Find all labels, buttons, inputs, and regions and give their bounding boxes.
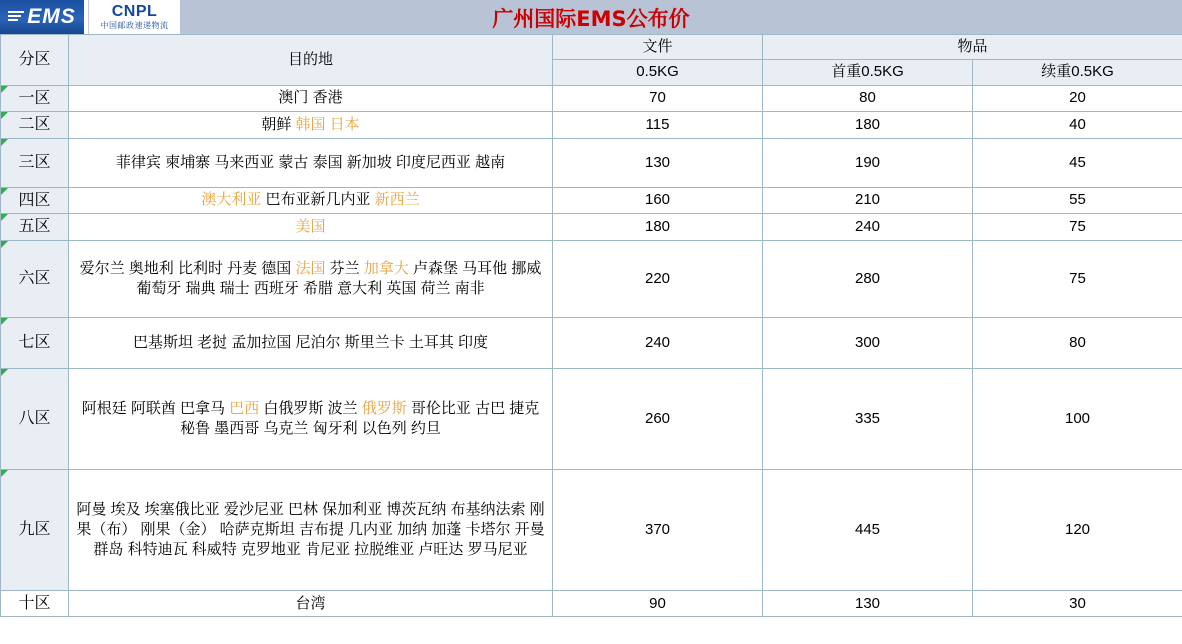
table-row xyxy=(1,138,1182,187)
table-row xyxy=(1,187,1182,214)
cell-goods-extra-price: 30 xyxy=(973,590,1182,617)
destination-part: 韩国 日本 xyxy=(295,115,360,133)
cell-zone: 七区 xyxy=(1,317,69,368)
ems-logo-text: EMS xyxy=(27,5,76,28)
cell-goods-first-price: 335 xyxy=(763,368,973,469)
cell-destination xyxy=(69,214,553,241)
header-goods-extra-weight: 续重0.5KG xyxy=(973,60,1182,85)
rate-table xyxy=(0,34,1182,617)
destination-part: 芬兰 xyxy=(325,259,364,277)
cnpl-logo-text: CNPL xyxy=(111,3,158,20)
destination-part: 加拿大 xyxy=(363,259,409,277)
rate-table-body xyxy=(1,35,1182,617)
header-goods-first-weight: 首重0.5KG xyxy=(763,60,973,85)
destination-part: 新西兰 xyxy=(374,191,420,209)
page-title: 广州国际EMS公布价 xyxy=(492,7,690,31)
cell-destination xyxy=(69,112,553,139)
cell-zone: 五区 xyxy=(1,214,69,241)
cell-document-price: 160 xyxy=(553,187,763,214)
table-header-row-1 xyxy=(1,35,1182,60)
cell-document-price: 130 xyxy=(553,138,763,187)
cell-destination xyxy=(69,240,553,317)
header-document-weight: 0.5KG xyxy=(553,60,763,85)
destination-part: 澳门 香港 xyxy=(278,89,343,107)
cell-destination xyxy=(69,317,553,368)
cell-zone: 四区 xyxy=(1,187,69,214)
cell-goods-first-price: 130 xyxy=(763,590,973,617)
header-document-group: 文件 xyxy=(553,35,763,60)
destination-part: 巴西 xyxy=(229,399,260,417)
destination-part: 爱尔兰 奥地利 比利时 丹麦 德国 xyxy=(79,259,296,277)
cell-goods-extra-price: 40 xyxy=(973,112,1182,139)
destination-part: 法国 xyxy=(295,259,326,277)
document-header xyxy=(0,0,1182,34)
table-row xyxy=(1,214,1182,241)
destination-part: 巴布亚新几内亚 xyxy=(265,191,375,209)
destination-part: 朝鲜 xyxy=(261,115,296,133)
cell-goods-extra-price: 75 xyxy=(973,240,1182,317)
cell-goods-first-price: 80 xyxy=(763,85,973,112)
cell-document-price: 240 xyxy=(553,317,763,368)
cell-goods-extra-price: 100 xyxy=(973,368,1182,469)
cell-zone: 八区 xyxy=(1,368,69,469)
cell-destination xyxy=(69,85,553,112)
destination-part: 哥伦比亚 古巴 捷克 秘鲁 墨西哥 乌克兰 匈牙利 以色列 约旦 xyxy=(180,399,540,437)
cell-zone: 三区 xyxy=(1,138,69,187)
cell-zone: 十区 xyxy=(1,590,69,617)
table-row xyxy=(1,317,1182,368)
header-destination: 目的地 xyxy=(69,35,553,86)
table-row xyxy=(1,590,1182,617)
cell-destination xyxy=(69,187,553,214)
cell-zone: 二区 xyxy=(1,112,69,139)
cell-document-price: 370 xyxy=(553,469,763,590)
cell-goods-extra-price: 80 xyxy=(973,317,1182,368)
destination-part: 阿根廷 阿联酋 巴拿马 xyxy=(81,399,230,417)
cell-goods-extra-price: 45 xyxy=(973,138,1182,187)
destination-part: 白俄罗斯 波兰 xyxy=(259,399,362,417)
cell-goods-extra-price: 120 xyxy=(973,469,1182,590)
table-row xyxy=(1,85,1182,112)
cell-zone: 一区 xyxy=(1,85,69,112)
table-row xyxy=(1,240,1182,317)
cell-goods-first-price: 300 xyxy=(763,317,973,368)
cell-document-price: 180 xyxy=(553,214,763,241)
cell-zone: 六区 xyxy=(1,240,69,317)
cell-document-price: 90 xyxy=(553,590,763,617)
cell-destination xyxy=(69,590,553,617)
cell-goods-extra-price: 75 xyxy=(973,214,1182,241)
cell-zone: 九区 xyxy=(1,469,69,590)
cell-goods-first-price: 240 xyxy=(763,214,973,241)
table-row xyxy=(1,469,1182,590)
cell-destination xyxy=(69,138,553,187)
cell-goods-extra-price: 20 xyxy=(973,85,1182,112)
cell-document-price: 115 xyxy=(553,112,763,139)
destination-part: 阿曼 埃及 埃塞俄比亚 爱沙尼亚 巴林 保加利亚 博茨瓦纳 布基纳法索 刚果（布） 刚果（金） 哈萨克斯坦 吉布提 几内亚 加纳 加蓬 卡塔尔 开曼群岛 科特迪瓦 科威特 克罗地亚 肯尼亚 拉脱维亚 卢旺达 罗马尼亚 xyxy=(76,500,545,558)
destination-part: 巴基斯坦 老挝 孟加拉国 尼泊尔 斯里兰卡 土耳其 印度 xyxy=(132,333,488,351)
cell-goods-first-price: 190 xyxy=(763,138,973,187)
destination-part: 菲律宾 柬埔寨 马来西亚 蒙古 泰国 新加坡 印度尼西亚 越南 xyxy=(115,153,506,171)
destination-part: 俄罗斯 xyxy=(361,399,407,417)
table-row xyxy=(1,112,1182,139)
destination-part: 台湾 xyxy=(295,594,326,612)
cell-goods-first-price: 180 xyxy=(763,112,973,139)
table-row xyxy=(1,368,1182,469)
cell-goods-first-price: 445 xyxy=(763,469,973,590)
destination-part: 卢森堡 马耳他 挪威 葡萄牙 瑞典 瑞士 西班牙 希腊 意大利 英国 荷兰 南非 xyxy=(136,259,542,297)
cell-destination xyxy=(69,368,553,469)
destination-part: 澳大利亚 xyxy=(201,191,266,209)
destination-part: 美国 xyxy=(295,217,326,235)
cnpl-logo-subtitle: 中国邮政速递物流 xyxy=(100,21,169,30)
cell-destination xyxy=(69,469,553,590)
cell-goods-extra-price: 55 xyxy=(973,187,1182,214)
cell-document-price: 70 xyxy=(553,85,763,112)
cell-goods-first-price: 280 xyxy=(763,240,973,317)
cell-document-price: 220 xyxy=(553,240,763,317)
cell-document-price: 260 xyxy=(553,368,763,469)
cell-goods-first-price: 210 xyxy=(763,187,973,214)
header-goods-group: 物品 xyxy=(763,35,1182,60)
header-zone: 分区 xyxy=(1,35,69,86)
